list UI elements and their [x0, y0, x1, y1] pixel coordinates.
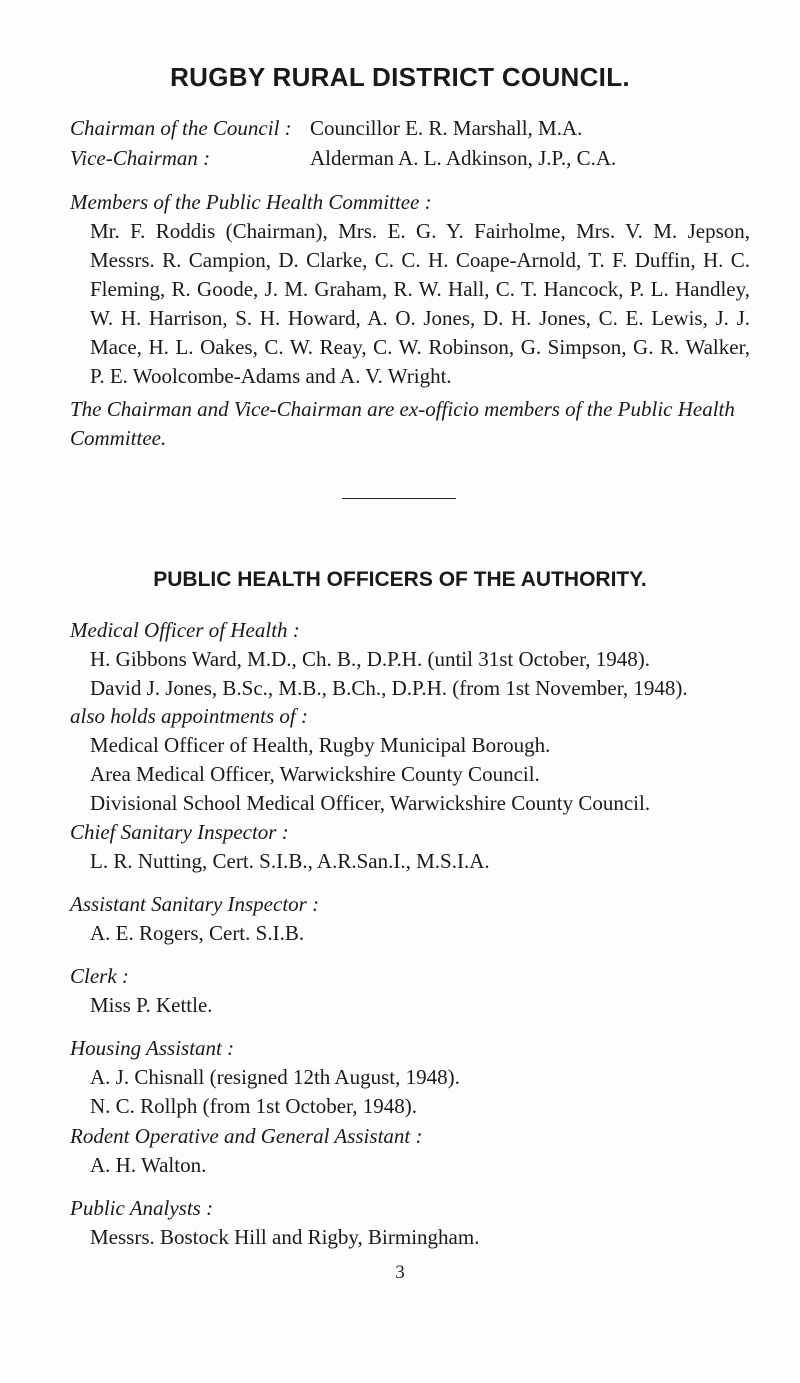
vice-chairman-row	[70, 146, 616, 171]
housing-line: A. J. Chisnall (resigned 12th August, 1948).	[90, 1065, 460, 1089]
rodent-section	[70, 1122, 770, 1180]
assistant-inspector-line: A. E. Rogers, Cert. S.I.B.	[90, 921, 305, 945]
ex-officio-note: The Chairman and Vice-Chairman are ex-officio members of the Public Health Committee.	[70, 397, 735, 450]
chief-inspector-heading: Chief Sanitary Inspector :	[70, 820, 289, 844]
clerk-heading: Clerk :	[70, 964, 129, 988]
rodent-heading: Rodent Operative and General Assistant :	[70, 1124, 423, 1148]
vice-chairman-label: Vice-Chairman :	[70, 146, 211, 170]
appointments-line: Area Medical Officer, Warwickshire County Council.	[90, 762, 540, 786]
appointments-section	[70, 702, 770, 818]
committee-section	[70, 188, 750, 453]
housing-line: N. C. Rollph (from 1st October, 1948).	[90, 1094, 417, 1118]
moh-heading: Medical Officer of Health :	[70, 618, 300, 642]
assistant-inspector-section	[70, 890, 770, 948]
section-divider	[342, 498, 456, 499]
chairman-row	[70, 116, 582, 141]
analysts-section	[70, 1194, 770, 1252]
moh-line: H. Gibbons Ward, M.D., Ch. B., D.P.H. (until 31st October, 1948).	[90, 647, 650, 671]
appointments-line: Medical Officer of Health, Rugby Municipal Borough.	[90, 733, 551, 757]
moh-section	[70, 616, 770, 703]
chairman-value: Councillor E. R. Marshall, M.A.	[310, 116, 583, 140]
page-title: RUGBY RURAL DISTRICT COUNCIL.	[170, 62, 630, 92]
assistant-inspector-heading: Assistant Sanitary Inspector :	[70, 892, 320, 916]
clerk-section	[70, 962, 770, 1020]
analysts-heading: Public Analysts :	[70, 1196, 214, 1220]
housing-section	[70, 1034, 770, 1121]
committee-heading: Members of the Public Health Committee :	[70, 190, 432, 214]
officers-heading: PUBLIC HEALTH OFFICERS OF THE AUTHORITY.	[153, 568, 647, 591]
appointments-heading: also holds appointments of :	[70, 704, 309, 728]
chairman-label: Chairman of the Council :	[70, 116, 292, 140]
committee-members: Mr. F. Roddis (Chairman), Mrs. E. G. Y. Fairholme, Mrs. V. M. Jepson, Messrs. R. Campion, D. Clarke, C. C. H. Coape-Arnold, T. F. Duffin, H. C. Fleming, R. Goode, J. M. Graham, R. W. Hall, C. T. Hancock, P. L. Handley, W. H. Harrison, S. H. Howard, A. O. Jones, D. H. Jones, C. E. Lewis, J. J. Mace, H. L. Oakes, C. W. Reay, C. W. Robinson, G. Simpson, G. R. Walker, P. E. Woolcombe-Adams and A. V. Wright.	[90, 219, 750, 388]
vice-chairman-value: Alderman A. L. Adkinson, J.P., C.A.	[310, 146, 617, 170]
chief-inspector-section	[70, 818, 770, 876]
moh-line: David J. Jones, B.Sc., M.B., B.Ch., D.P.H. (from 1st November, 1948).	[90, 676, 688, 700]
housing-heading: Housing Assistant :	[70, 1036, 235, 1060]
chief-inspector-line: L. R. Nutting, Cert. S.I.B., A.R.San.I., M.S.I.A.	[90, 849, 490, 873]
analysts-line: Messrs. Bostock Hill and Rigby, Birmingham.	[90, 1225, 480, 1249]
clerk-line: Miss P. Kettle.	[90, 993, 213, 1017]
rodent-line: A. H. Walton.	[90, 1153, 207, 1177]
appointments-line: Divisional School Medical Officer, Warwickshire County Council.	[90, 791, 651, 815]
page-number: 3	[395, 1262, 405, 1283]
